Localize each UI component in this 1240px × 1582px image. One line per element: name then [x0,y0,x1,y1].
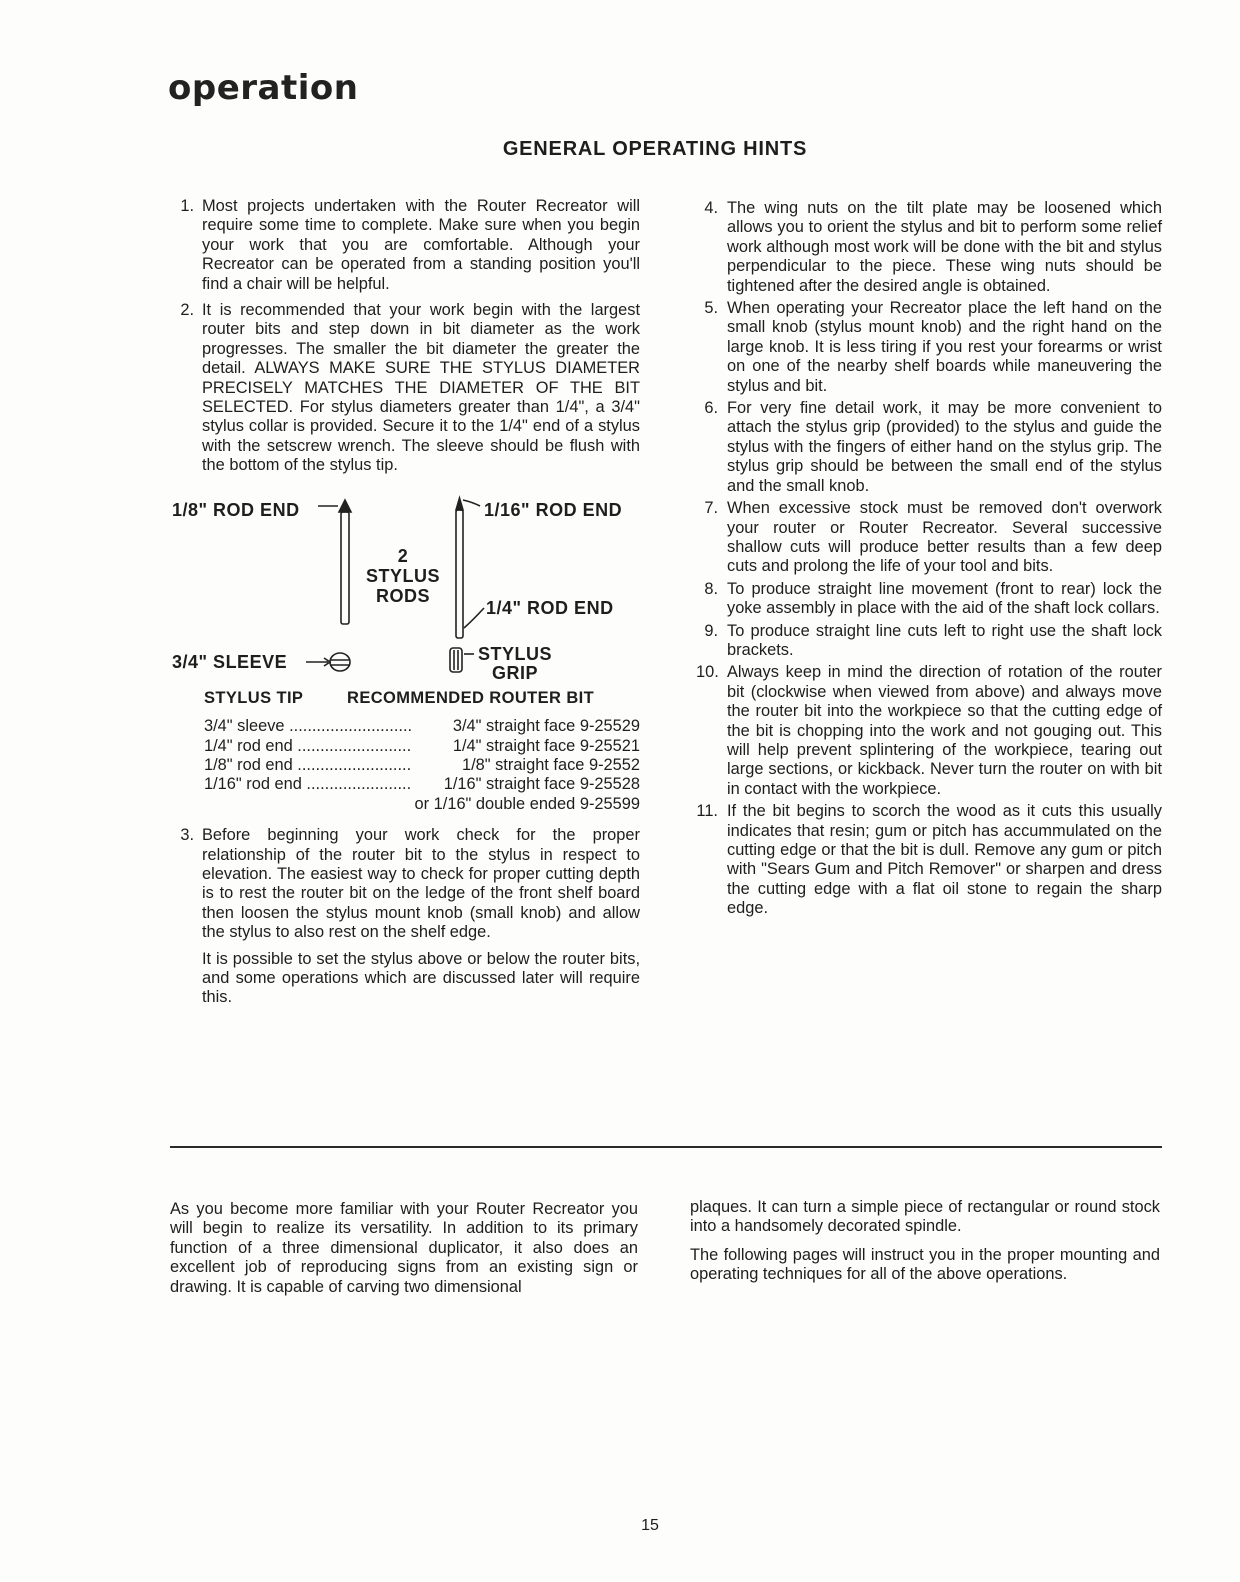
router-bit-alt: or 1/16" double ended 9-25599 [414,794,640,813]
hint-item [172,197,640,294]
leader-quarter [464,608,484,628]
label-rods-count: 2 [397,545,409,566]
intro-right [690,1198,1160,1294]
page-number: 15 [641,1517,659,1534]
table-row [204,717,640,736]
table-row-extra [204,795,640,814]
hint-text: Most projects undertaken with the Router Recreator will require some time to complete. Make sure when you begin your work that you are comfortable. Although your Recreator can be operated from a standing position you'll find a chair will be helpful. [202,197,640,293]
section-title: operation [168,68,359,108]
router-bit-cell: 1/16" straight face 9-25528 [443,775,640,794]
sleeve-shape [330,653,350,671]
leader-sixteenth [463,500,480,506]
hint-item [696,663,1162,799]
rod-tip-sixteenth [456,498,463,510]
table-row [204,775,640,794]
hints-list-right [696,199,1162,919]
hint-number: 6. [704,399,718,418]
hint-text: When operating your Recreator place the left hand on the small knob (stylus mount knob) and the right hand on the large knob. It is less tiring if you rest your forearms or wrist on one of the nearby shelf boards while maneuvering the stylus and bit. [727,299,1162,395]
intro-left [170,1200,638,1306]
hint-item [696,802,1162,918]
hint-continuation: It is possible to set the stylus above or below the router bits, and some operations which are discussed later will require this. [202,949,640,1007]
hint-item [172,826,640,942]
hint-text: It is recommended that your work begin with the largest router bits and step down in bit diameter as the work progresses. The smaller the bit diameter the greater the detail. ALWAYS MAKE SURE THE STYLUS DIAMETER PRECISELY MATCHES THE DIAMETER OF THE BIT SELECTED. For stylus diameters greater than 1/4", a 3/4" stylus collar is provided. Secure it to the 1/4" end of a stylus with the setscrew wrench. The sleeve should be flush with the bottom of the stylus tip. [202,301,640,475]
label-grip: GRIP [492,662,539,683]
stylus-tip-cell: 1/16" rod end ..... [204,775,412,794]
table-row [204,737,640,756]
hint-number: 4. [704,199,718,217]
hint-number: 2. [180,301,194,320]
stylus-tip-cell: 1/8" rod end ..... [204,756,412,775]
label-stylus: STYLUS [365,565,440,586]
hint-text: To produce straight line cuts left to right use the shaft lock brackets. [727,621,1162,659]
hint-number: 7. [704,499,718,518]
left-column [172,197,640,1008]
hint-text: Always keep in mind the direction of rotation of the router bit (clockwise when viewed from above) and always move the router bit into the workpiece so that the cutting edge of the bit is chopping into the work and not gouging out. This will help prevent splintering of the workpiece, tearing out large sections, or kickback. Never turn the router on with bit in contact with the workpiece. [727,663,1162,798]
label-grip-stylus: STYLUS [478,643,553,664]
section-divider [170,1146,1162,1148]
hints-list-left [172,197,640,476]
hint-item [696,399,1162,496]
stylus-tip-cell: 1/4" rod end ..... [204,737,412,756]
stylus-rod-right [456,510,463,638]
hint-text: If the bit begins to scorch the wood as it cuts this usually indicates that resin; gum or pitch has accummulated on the cutting edge or that the bit is dull. Remove any gum or pitch with "Sears Gum and Pitch Remover" or sharpen and dress the cutting edge with a flat oil stone to regain the sharp edge. [727,802,1162,918]
hint-text: Before beginning your work check for the proper relationship of the router bit to the stylus in respect to elevation. The easiest way to check for proper cutting depth is to rest the router bit on the ledge of the front shelf board then loosen the stylus mount knob (small knob) and allow the stylus to also rest on the shelf edge. [202,826,640,942]
table-row [204,756,640,775]
right-column [696,199,1162,922]
page-heading: GENERAL OPERATING HINTS [502,138,808,160]
column-router-bit: RECOMMENDED ROUTER BIT [347,688,595,707]
hint-number: 10. [696,663,719,682]
router-bit-cell: 1/8" straight face 9-2552 [461,755,640,774]
stylus-rods-diagram [168,490,648,685]
stylus-tip-cell: 3/4" sleeve ..... [204,717,412,736]
label-sleeve: 3/4" SLEEVE [172,651,288,672]
label-rod-end-quarter: 1/4" ROD END [486,597,614,618]
intro-paragraph: As you become more familiar with your Router Recreator you will begin to realize its versatility. In addition to its primary function of a three dimensional duplicator, it also does an excellent job of reproducing signs from an existing sign or drawing. It is capable of carving two dimensional [170,1200,638,1296]
hint-number: 3. [180,826,194,845]
intro-paragraph: plaques. It can turn a simple piece of rectangular or round stock into a handsomely decorated spindle. [690,1198,1160,1236]
hint-item [696,580,1162,619]
hint-number: 5. [704,299,718,318]
bit-table-header [204,689,640,708]
hints-list-left-2 [172,826,640,942]
column-stylus-tip: STYLUS TIP [204,688,304,707]
rod-tip-eighth [339,500,351,512]
bit-table [172,689,640,814]
hint-text: When excessive stock must be removed don't overwork your router or Router Recreator. Several successive shallow cuts will produce better results than a few deep cuts and prolong the life of your tool and bits. [727,499,1162,576]
hint-number: 11. [696,802,718,821]
stylus-grip-shape [450,648,462,672]
label-rod-end-eighth: 1/8" ROD END [172,499,300,520]
stylus-rod-left [341,512,349,624]
hint-number: 9. [704,621,718,640]
hint-item [696,499,1162,577]
hint-number: 1. [180,197,194,215]
hint-text: The wing nuts on the tilt plate may be loosened which allows you to orient the stylus and bit to perform some relief work although most work will be done with the bit and stylus perpendicular to the piece. These wing nuts should be tightened after the desired angle is obtained. [727,199,1162,295]
label-rods: RODS [375,585,430,606]
hint-item [696,299,1162,396]
label-rod-end-sixteenth: 1/16" ROD END [484,499,623,520]
hint-text: To produce straight line movement (front to rear) lock the yoke assembly in place with the aid of the shaft lock collars. [727,579,1162,618]
hint-text: For very fine detail work, it may be more convenient to attach the stylus grip (provided) to the stylus and guide the stylus with the fingers of either hand on the stylus grip. The stylus grip should be between the small end of the stylus and the small knob. [727,399,1162,495]
intro-paragraph: The following pages will instruct you in the proper mounting and operating techniques for all of the above operations. [690,1245,1160,1284]
router-bit-cell: 1/4" straight face 9-25521 [452,736,640,755]
hint-number: 8. [704,579,718,598]
hint-item [696,622,1162,661]
router-bit-cell: 3/4" straight face 9-25529 [452,717,640,736]
hint-item [696,199,1162,296]
hint-item [172,301,640,476]
